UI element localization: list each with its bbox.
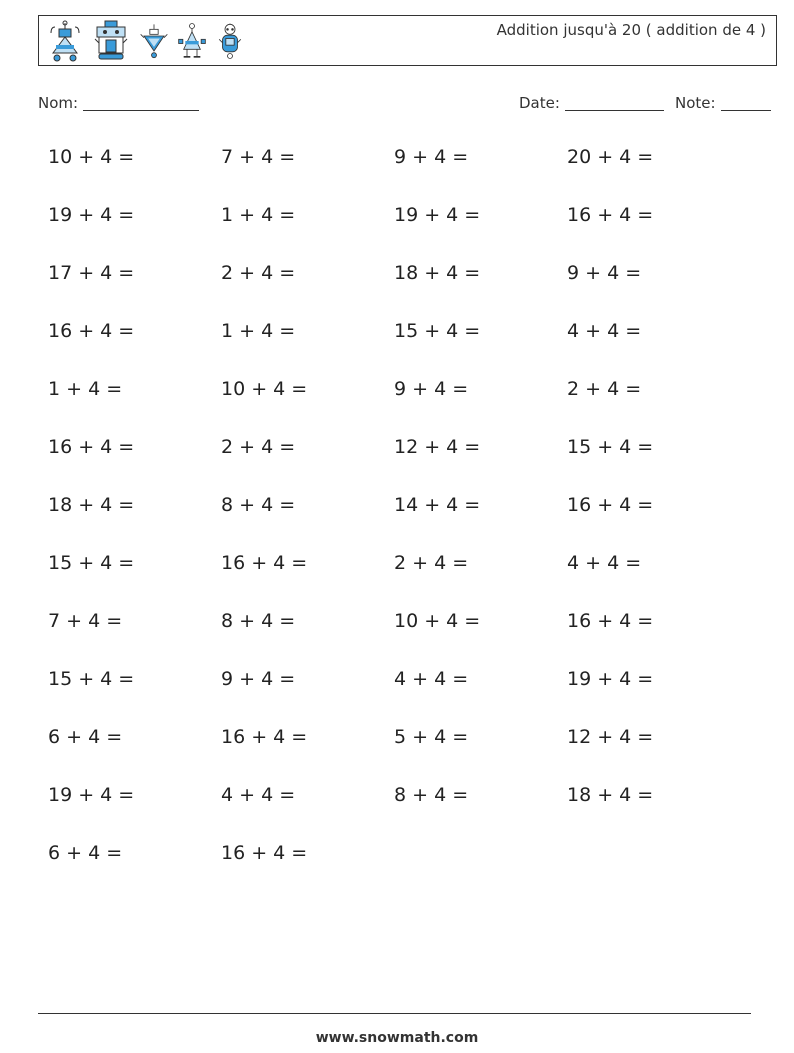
problem-row: [48, 610, 748, 668]
problem-item: 9 + 4 =: [394, 378, 469, 400]
problem-item: 15 + 4 =: [567, 436, 654, 458]
problem-item: 4 + 4 =: [394, 668, 469, 690]
problem-item: 9 + 4 =: [221, 668, 296, 690]
robot-icon-3: [139, 19, 169, 63]
problem-item: 9 + 4 =: [394, 146, 469, 168]
problem-row: [48, 320, 748, 378]
name-field: [38, 94, 199, 112]
score-label: Note:: [675, 94, 716, 112]
problem-item: 16 + 4 =: [48, 320, 135, 342]
worksheet-title: Addition jusqu'à 20 ( addition de 4 ): [496, 21, 766, 39]
problem-grid: [48, 146, 748, 900]
problem-item: 1 + 4 =: [221, 320, 296, 342]
score-line[interactable]: [721, 96, 771, 111]
problem-item: 15 + 4 =: [48, 668, 135, 690]
problem-item: 6 + 4 =: [48, 842, 123, 864]
problem-item: 15 + 4 =: [394, 320, 481, 342]
problem-item: 18 + 4 =: [48, 494, 135, 516]
problem-item: 6 + 4 =: [48, 726, 123, 748]
problem-item: 14 + 4 =: [394, 494, 481, 516]
problem-item: 19 + 4 =: [567, 668, 654, 690]
problem-row: [48, 204, 748, 262]
problem-item: 16 + 4 =: [221, 842, 308, 864]
problem-item: 1 + 4 =: [221, 204, 296, 226]
problem-row: [48, 146, 748, 204]
problem-item: 12 + 4 =: [394, 436, 481, 458]
date-line[interactable]: [565, 96, 664, 111]
problem-row: [48, 784, 748, 842]
problem-row: [48, 494, 748, 552]
robot-icon-4: [177, 19, 207, 63]
footer-rule: [38, 1013, 751, 1014]
score-field: [675, 94, 771, 112]
problem-item: 18 + 4 =: [394, 262, 481, 284]
problem-item: 16 + 4 =: [48, 436, 135, 458]
problem-item: 16 + 4 =: [567, 494, 654, 516]
problem-item: 8 + 4 =: [394, 784, 469, 806]
problem-item: 10 + 4 =: [394, 610, 481, 632]
problem-item: 10 + 4 =: [48, 146, 135, 168]
problem-item: 10 + 4 =: [221, 378, 308, 400]
problem-item: 2 + 4 =: [567, 378, 642, 400]
problem-item: 2 + 4 =: [394, 552, 469, 574]
problem-row: [48, 262, 748, 320]
problem-row: [48, 378, 748, 436]
problem-item: 8 + 4 =: [221, 494, 296, 516]
problem-item: 16 + 4 =: [221, 726, 308, 748]
problem-item: 5 + 4 =: [394, 726, 469, 748]
problem-item: 7 + 4 =: [48, 610, 123, 632]
problem-row: [48, 668, 748, 726]
problem-item: 2 + 4 =: [221, 262, 296, 284]
problem-item: 7 + 4 =: [221, 146, 296, 168]
problem-item: 18 + 4 =: [567, 784, 654, 806]
header-box: [38, 15, 777, 66]
problem-item: 12 + 4 =: [567, 726, 654, 748]
date-field: [519, 94, 664, 112]
problem-item: 15 + 4 =: [48, 552, 135, 574]
problem-item: 1 + 4 =: [48, 378, 123, 400]
name-line[interactable]: [83, 96, 199, 111]
problem-item: 4 + 4 =: [567, 552, 642, 574]
name-label: Nom:: [38, 94, 79, 112]
problem-item: 4 + 4 =: [221, 784, 296, 806]
problem-item: 16 + 4 =: [567, 610, 654, 632]
problem-item: 2 + 4 =: [221, 436, 296, 458]
robot-icon-2: [91, 19, 131, 63]
problem-item: 8 + 4 =: [221, 610, 296, 632]
problem-row: [48, 436, 748, 494]
robot-icon-5: [215, 19, 245, 63]
problem-item: 17 + 4 =: [48, 262, 135, 284]
problem-row: [48, 726, 748, 784]
problem-item: 9 + 4 =: [567, 262, 642, 284]
problem-item: 19 + 4 =: [48, 784, 135, 806]
problem-row: [48, 552, 748, 610]
problem-item: 4 + 4 =: [567, 320, 642, 342]
problem-row: [48, 842, 748, 900]
robot-icons: [47, 19, 245, 63]
problem-item: 20 + 4 =: [567, 146, 654, 168]
problem-item: 16 + 4 =: [567, 204, 654, 226]
footer-website: www.snowmath.com: [315, 1030, 479, 1046]
problem-item: 19 + 4 =: [394, 204, 481, 226]
date-label: Date:: [519, 94, 560, 112]
robot-icon-1: [47, 19, 83, 63]
problem-item: 16 + 4 =: [221, 552, 308, 574]
problem-item: 19 + 4 =: [48, 204, 135, 226]
